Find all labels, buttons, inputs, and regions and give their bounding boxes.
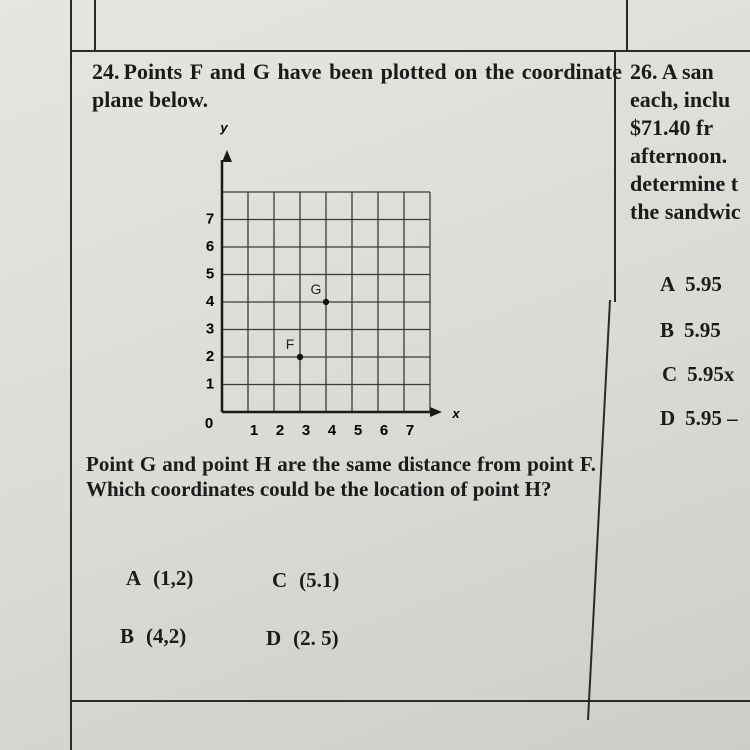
- q26-choice-c[interactable]: [662, 362, 734, 387]
- choice-letter: B: [660, 318, 675, 342]
- point-label-f: F: [285, 336, 295, 352]
- question-26-line: determine t: [630, 171, 739, 196]
- point-label-g: G: [310, 281, 322, 297]
- question-stem-text: Points F and G have been plotted on the coordinate plane below.: [92, 59, 622, 112]
- x-axis-label: x: [452, 406, 460, 421]
- x-tick-label: 7: [405, 422, 415, 439]
- choice-letter: A: [126, 566, 142, 590]
- x-tick-label: 1: [249, 422, 259, 439]
- y-tick-label: 6: [205, 238, 215, 255]
- x-tick-label: 2: [275, 422, 285, 439]
- y-tick-label: 4: [205, 293, 215, 310]
- origin-label: 0: [204, 415, 214, 432]
- question-24-prompt: Point G and point H are the same distance from point F. Which coordinates could be the location of point H?: [86, 452, 596, 501]
- choice-text: (4,2): [146, 624, 187, 648]
- x-axis-arrow: [430, 407, 442, 417]
- question-26-line: afternoon.: [630, 143, 728, 168]
- y-tick-label: 3: [205, 320, 215, 338]
- x-tick-label: 6: [379, 422, 389, 439]
- choice-letter: C: [272, 568, 288, 592]
- x-tick-label: 4: [327, 422, 337, 439]
- choice-letter: D: [266, 626, 282, 650]
- y-tick-label: 7: [205, 210, 215, 228]
- point-f: [297, 354, 303, 360]
- question-number: 24.: [92, 59, 120, 84]
- question-26-line: $71.40 fr: [630, 115, 714, 140]
- x-tick-label: 5: [353, 422, 363, 439]
- answer-choice-c[interactable]: [272, 568, 339, 593]
- choice-text: 5.95 –: [685, 406, 738, 430]
- q26-choice-d[interactable]: [660, 406, 738, 431]
- axes: [222, 150, 442, 417]
- answer-choice-d[interactable]: [266, 626, 339, 651]
- y-tick-label: 5: [205, 265, 215, 283]
- x-tick-labels: [250, 422, 414, 439]
- point-g: [323, 299, 329, 305]
- y-tick-label: 1: [205, 375, 215, 393]
- x-tick-label: 3: [301, 422, 311, 439]
- y-axis-arrow: [222, 150, 232, 162]
- choice-text: 5.95x: [687, 362, 735, 386]
- choice-letter: B: [120, 624, 135, 648]
- choice-letter: C: [662, 362, 678, 386]
- q26-choice-b[interactable]: [660, 318, 721, 343]
- choice-text: 5.95: [685, 272, 722, 296]
- choice-text: (2. 5): [293, 626, 339, 650]
- y-tick-label: 2: [205, 348, 215, 365]
- plotted-points: [286, 281, 329, 360]
- y-axis-label: y: [220, 120, 228, 135]
- question-26-line: the sandwic: [630, 199, 741, 224]
- choice-text: 5.95: [684, 318, 721, 342]
- question-26-stem: [630, 58, 750, 226]
- q26-choice-a[interactable]: [660, 272, 722, 297]
- choice-text: (1,2): [153, 566, 194, 590]
- choice-letter: A: [660, 272, 676, 296]
- answer-choice-a[interactable]: [126, 566, 193, 591]
- answer-choice-b[interactable]: [120, 624, 186, 649]
- choice-letter: D: [660, 406, 676, 430]
- choice-text: (5.1): [299, 568, 340, 592]
- y-tick-labels: [206, 211, 215, 393]
- question-26-line: 26. A san: [630, 59, 714, 84]
- question-26-line: each, inclu: [630, 87, 731, 112]
